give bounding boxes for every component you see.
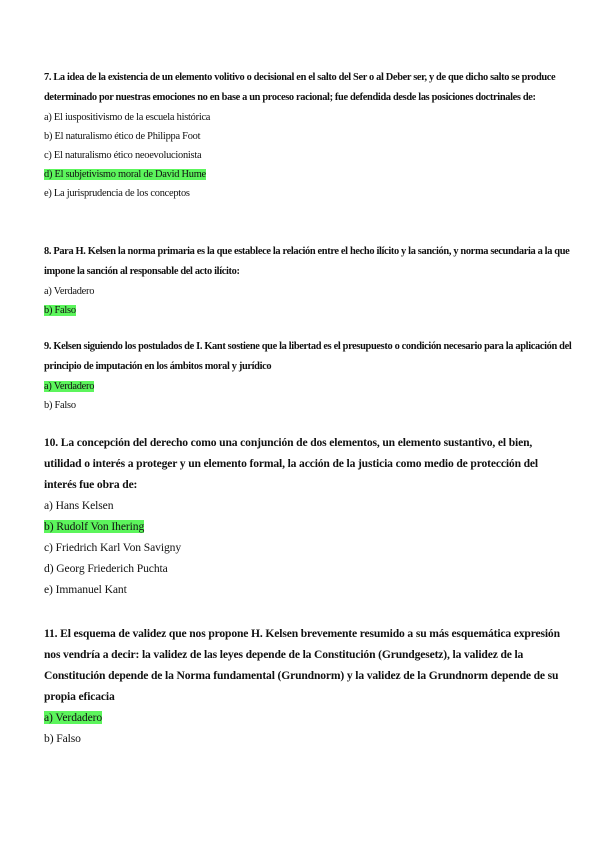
question-11 (44, 623, 572, 749)
question-text: 11. El esquema de validez que nos propone H. Kelsen brevemente resumido a su más esquemática expresión nos vendría a decir: la validez de las leyes depende de la Constitución (Grundgesetz), la validez de la Constitución depende de la Norma fundamental (Grundnorm) y la validez de la Grundnorm depende de su propia eficacia (44, 627, 560, 703)
answer-option: b) Falso (44, 400, 76, 411)
correct-answer-option (44, 516, 572, 537)
answer-option: b) Falso (44, 732, 81, 745)
answer-option: c) Friedrich Karl Von Savigny (44, 541, 182, 554)
answer-option: a) El iuspositivismo de la escuela histórica (44, 112, 211, 123)
question-text: 7. La idea de la existencia de un elemento volitivo o decisional en el salto del Ser o al Deber ser, y de que dicho salto se produce determinado por nuestras emociones no en base a un proceso racional; fue defendida desde las posiciones doctrinales de: (44, 72, 556, 103)
correct-answer-option (44, 707, 572, 728)
correct-answer-option (44, 377, 572, 396)
answer-option: a) Hans Kelsen (44, 499, 114, 512)
answer-option: c) El naturalismo ético neoevolucionista (44, 150, 202, 161)
correct-answer-highlight: a) Verdadero (44, 711, 103, 724)
question-8 (44, 242, 572, 320)
question-text: 8. Para H. Kelsen la norma primaria es la que establece la relación entre el hecho ilícito y la sanción, y norma secundaria a la que impone la sanción al responsable del acto ilícito: (44, 246, 570, 277)
question-text: 9. Kelsen siguiendo los postulados de I. Kant sostiene que la libertad es el presupuesto o condición necesario para la aplicación del principio de imputación en los ámbitos moral y jurídico (44, 341, 572, 372)
question-text: 10. La concepción del derecho como una conjunción de dos elementos, un elemento sustantivo, el bien, utilidad o interés a proteger y un elemento formal, la acción de la justicia como medio de protección del interés fue obra de: (44, 436, 538, 491)
correct-answer-highlight: a) Verdadero (44, 381, 95, 392)
question-10 (44, 432, 572, 600)
answer-option: a) Verdadero (44, 286, 95, 297)
answer-option: e) La jurisprudencia de los conceptos (44, 188, 190, 199)
answer-option: e) Immanuel Kant (44, 583, 127, 596)
correct-answer-highlight: b) Rudolf Von Ihering (44, 520, 145, 533)
question-7 (44, 68, 572, 203)
answer-option: d) Georg Friederich Puchta (44, 562, 168, 575)
question-9 (44, 337, 572, 415)
correct-answer-highlight: b) Falso (44, 305, 76, 316)
correct-answer-highlight: d) El subjetivismo moral de David Hume (44, 169, 206, 180)
correct-answer-option (44, 301, 572, 320)
answer-option: b) El naturalismo ético de Philippa Foot (44, 131, 201, 142)
correct-answer-option (44, 165, 572, 184)
